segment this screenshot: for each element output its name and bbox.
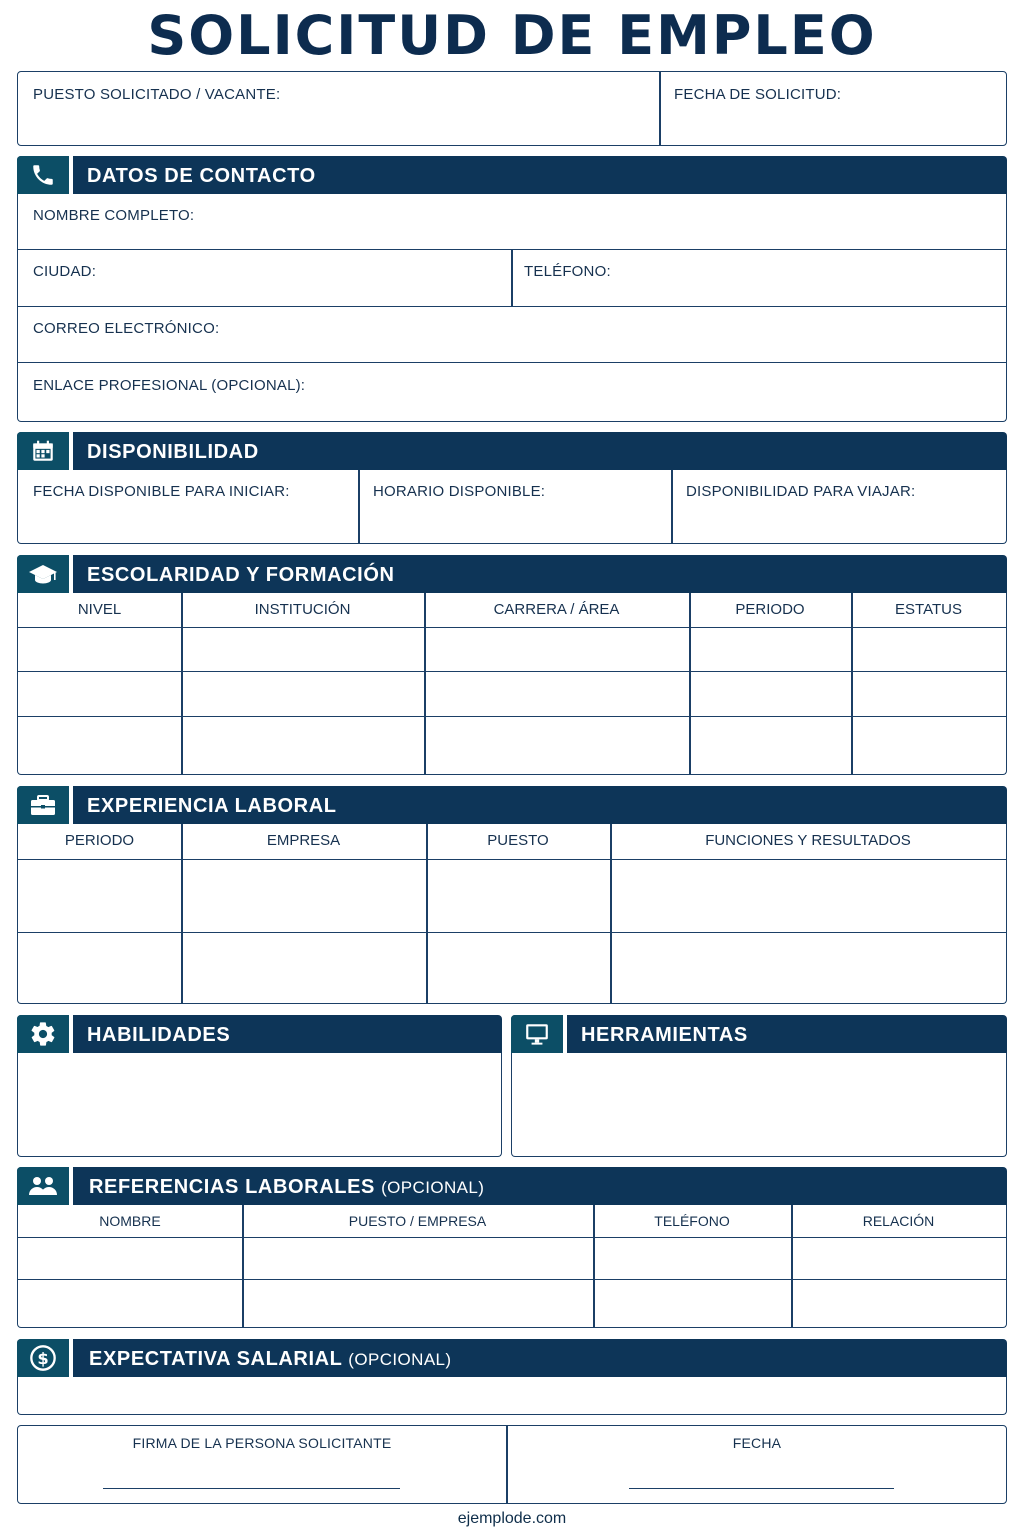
optional-tag: (OPCIONAL) — [348, 1350, 452, 1369]
tools-section — [511, 1015, 1007, 1157]
column-divider — [424, 593, 426, 774]
section-header — [17, 1339, 1007, 1377]
row-divider — [18, 671, 1006, 672]
row-divider — [18, 1279, 1006, 1280]
table-header-cell: PERIODO — [64, 832, 135, 849]
divider — [671, 470, 673, 543]
table-header-cell: FUNCIONES Y RESULTADOS — [705, 832, 911, 849]
section-header — [17, 156, 1007, 194]
tools-section-title: HERRAMIENTAS — [581, 1024, 748, 1046]
column-divider — [851, 593, 853, 774]
contact-section-title: DATOS DE CONTACTO — [87, 165, 316, 187]
column-divider — [593, 1205, 595, 1327]
column-divider — [242, 1205, 244, 1327]
skills-section — [17, 1015, 502, 1157]
city-field-label: CIUDAD: — [33, 263, 97, 280]
salary-input-area[interactable] — [17, 1377, 1007, 1415]
column-divider — [791, 1205, 793, 1327]
divider — [511, 249, 513, 306]
icon-separator — [69, 1339, 73, 1377]
availability-section-title: DISPONIBILIDAD — [87, 441, 259, 463]
education-table — [17, 593, 1007, 775]
section-header — [17, 786, 1007, 824]
signature-line[interactable] — [103, 1488, 400, 1489]
signature-date-line[interactable] — [629, 1488, 894, 1489]
icon-separator — [69, 1015, 73, 1053]
position-field-label: PUESTO SOLICITADO / VACANTE: — [33, 86, 281, 103]
calendar-icon — [17, 432, 69, 470]
full-name-field-label: NOMBRE COMPLETO: — [33, 207, 195, 224]
icon-separator — [69, 555, 73, 593]
row-divider — [18, 362, 1006, 363]
row-divider — [18, 306, 1006, 307]
optional-tag: (OPCIONAL) — [381, 1178, 485, 1197]
availability-section — [17, 432, 1007, 544]
table-header-cell: PERIODO — [735, 601, 805, 618]
svg-text:$: $ — [37, 1348, 49, 1368]
travel-field-label: DISPONIBILIDAD PARA VIAJAR: — [686, 483, 916, 500]
table-header-cell: ESTATUS — [895, 601, 962, 618]
icon-separator — [69, 1167, 73, 1205]
briefcase-icon — [17, 786, 69, 824]
gear-icon — [17, 1015, 69, 1053]
references-table — [17, 1205, 1007, 1328]
table-header-cell: EMPRESA — [266, 832, 341, 849]
education-section-title: ESCOLARIDAD Y FORMACIÓN — [87, 564, 395, 586]
contact-section-body — [17, 194, 1007, 422]
top-fields-box — [17, 71, 1007, 146]
monitor-icon — [511, 1015, 563, 1053]
table-header-cell: RELACIÓN — [862, 1213, 935, 1229]
tools-input-area[interactable] — [511, 1053, 1007, 1157]
graduation-cap-icon — [17, 555, 69, 593]
icon-separator — [69, 786, 73, 824]
signature-date-label: FECHA — [732, 1435, 782, 1451]
email-field-label: CORREO ELECTRÓNICO: — [33, 320, 220, 337]
experience-section — [17, 786, 1007, 1004]
references-title-text: REFERENCIAS LABORALES — [89, 1176, 375, 1198]
start-date-field-label: FECHA DISPONIBLE PARA INICIAR: — [33, 483, 290, 500]
schedule-field-label: HORARIO DISPONIBLE: — [373, 483, 546, 500]
people-icon — [17, 1167, 69, 1205]
row-divider — [18, 932, 1006, 933]
column-divider — [426, 824, 428, 1003]
references-section — [17, 1167, 1007, 1328]
availability-section-body — [17, 470, 1007, 544]
column-divider — [181, 593, 183, 774]
section-header — [17, 432, 1007, 470]
divider — [358, 470, 360, 543]
skills-input-area[interactable] — [17, 1053, 502, 1157]
table-header-cell: NIVEL — [77, 601, 122, 618]
row-divider — [18, 1237, 1006, 1238]
professional-link-field-label: ENLACE PROFESIONAL (OPCIONAL): — [33, 377, 306, 394]
table-header-cell: INSTITUCIÓN — [254, 601, 351, 618]
section-header — [17, 1167, 1007, 1205]
dollar-icon — [17, 1339, 69, 1377]
education-section — [17, 555, 1007, 775]
experience-table — [17, 824, 1007, 1004]
signature-label: FIRMA DE LA PERSONA SOLICITANTE — [132, 1435, 392, 1451]
row-divider — [18, 859, 1006, 860]
section-header — [17, 555, 1007, 593]
phone-field-label: TELÉFONO: — [524, 263, 611, 280]
application-date-field-label: FECHA DE SOLICITUD: — [674, 86, 842, 103]
salary-section — [17, 1339, 1007, 1415]
section-header — [17, 1015, 502, 1053]
section-header — [511, 1015, 1007, 1053]
experience-section-title: EXPERIENCIA LABORAL — [87, 795, 337, 817]
signature-box — [17, 1425, 1007, 1504]
phone-icon — [17, 156, 69, 194]
references-section-title — [89, 1167, 484, 1205]
table-header-cell: TELÉFONO — [654, 1213, 730, 1229]
page-title: SOLICITUD DE EMPLEO — [147, 4, 877, 67]
icon-separator — [69, 156, 73, 194]
table-header-cell: CARRERA / ÁREA — [493, 601, 620, 618]
icon-separator — [69, 432, 73, 470]
salary-title-text: EXPECTATIVA SALARIAL — [89, 1348, 343, 1370]
table-header-cell: NOMBRE — [99, 1213, 161, 1229]
skills-section-title: HABILIDADES — [87, 1024, 231, 1046]
salary-section-title — [89, 1339, 451, 1377]
table-header-cell: PUESTO — [487, 832, 549, 849]
table-header-cell: PUESTO / EMPRESA — [348, 1213, 487, 1229]
column-divider — [610, 824, 612, 1003]
row-divider — [18, 627, 1006, 628]
divider — [659, 72, 661, 145]
icon-separator — [563, 1015, 567, 1053]
footer-source: ejemplode.com — [457, 1510, 567, 1527]
column-divider — [181, 824, 183, 1003]
contact-section — [17, 156, 1007, 422]
row-divider — [18, 716, 1006, 717]
column-divider — [689, 593, 691, 774]
